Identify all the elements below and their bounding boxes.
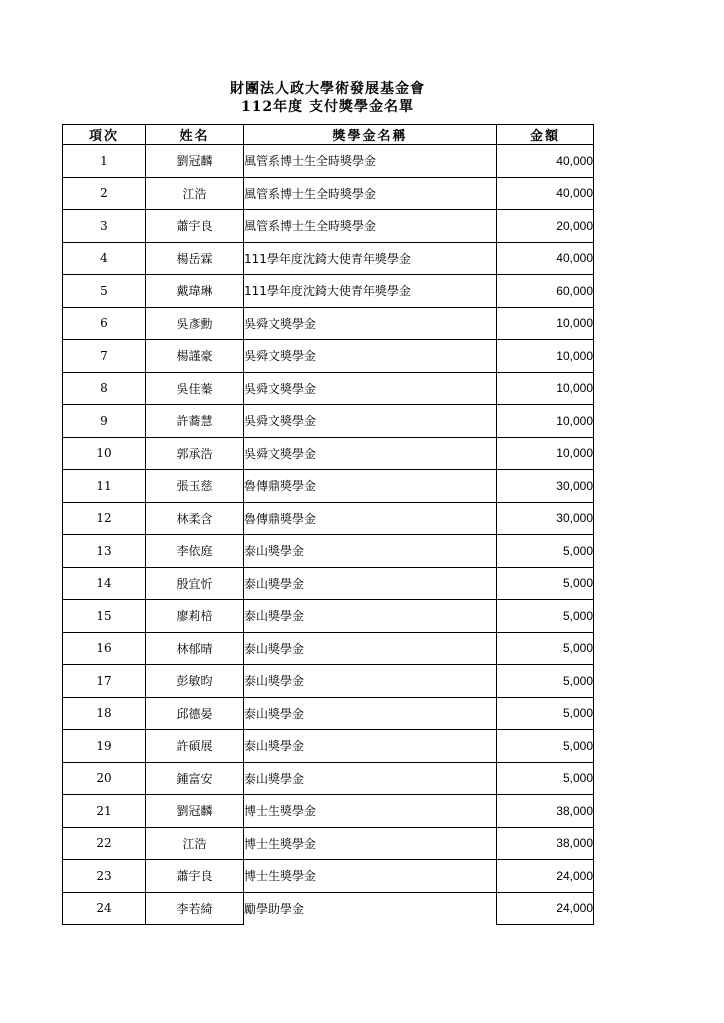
scholarship-amount: 5,000	[497, 600, 594, 633]
recipient-name: 劉冠麟	[146, 145, 244, 178]
scholarship-amount: 5,000	[497, 665, 594, 698]
table-row	[63, 860, 594, 893]
row-number: 8	[63, 372, 146, 405]
scholarship-name: 吳舜文獎學金	[244, 437, 497, 470]
table-row	[63, 177, 594, 210]
scholarship-amount: 30,000	[497, 470, 594, 503]
recipient-name: 楊謹豪	[146, 340, 244, 373]
recipient-name: 楊岳霖	[146, 242, 244, 275]
row-number: 20	[63, 762, 146, 795]
recipient-name: 吳彥勳	[146, 307, 244, 340]
table-row	[63, 892, 594, 925]
table-row	[63, 470, 594, 503]
recipient-name: 郭承浩	[146, 437, 244, 470]
recipient-name: 蕭宇良	[146, 210, 244, 243]
table-row	[63, 730, 594, 763]
scholarship-name: 魯傳鼎獎學金	[244, 470, 497, 503]
row-number: 5	[63, 275, 146, 308]
scholarship-amount: 5,000	[497, 535, 594, 568]
table-row	[63, 275, 594, 308]
scholarship-name: 吳舜文獎學金	[244, 340, 497, 373]
scholarship-name: 勵學助學金	[244, 892, 497, 925]
scholarship-amount: 38,000	[497, 827, 594, 860]
table-row	[63, 210, 594, 243]
scholarship-amount: 10,000	[497, 437, 594, 470]
recipient-name: 廖莉棓	[146, 600, 244, 633]
scholarship-table	[62, 124, 594, 925]
row-number: 4	[63, 242, 146, 275]
scholarship-amount: 5,000	[497, 697, 594, 730]
recipient-name: 鍾富安	[146, 762, 244, 795]
table-row	[63, 632, 594, 665]
row-number: 24	[63, 892, 146, 925]
recipient-name: 殷宜忻	[146, 567, 244, 600]
scholarship-name: 吳舜文獎學金	[244, 307, 497, 340]
table-row	[63, 665, 594, 698]
scholarship-amount: 5,000	[497, 567, 594, 600]
scholarship-name: 博士生獎學金	[244, 795, 497, 828]
scholarship-amount: 60,000	[497, 275, 594, 308]
scholarship-amount: 10,000	[497, 307, 594, 340]
row-number: 18	[63, 697, 146, 730]
row-number: 13	[63, 535, 146, 568]
table-row	[63, 502, 594, 535]
scholarship-name: 泰山獎學金	[244, 762, 497, 795]
scholarship-name: 泰山獎學金	[244, 567, 497, 600]
row-number: 2	[63, 177, 146, 210]
row-number: 1	[63, 145, 146, 178]
scholarship-name: 泰山獎學金	[244, 600, 497, 633]
scholarship-name: 吳舜文獎學金	[244, 405, 497, 438]
scholarship-amount: 40,000	[497, 177, 594, 210]
table-row	[63, 437, 594, 470]
row-number: 11	[63, 470, 146, 503]
document-subtitle: 112年度 支付獎學金名單	[240, 99, 415, 115]
header-award: 獎學金名稱	[244, 125, 497, 145]
scholarship-name: 吳舜文獎學金	[244, 372, 497, 405]
scholarship-name: 泰山獎學金	[244, 697, 497, 730]
table-row	[63, 242, 594, 275]
row-number: 6	[63, 307, 146, 340]
recipient-name: 劉冠麟	[146, 795, 244, 828]
scholarship-name: 風管系博士生全時獎學金	[244, 145, 497, 178]
document-title: 財團法人政大學術發展基金會	[230, 81, 425, 97]
row-number: 17	[63, 665, 146, 698]
row-number: 9	[63, 405, 146, 438]
table-row	[63, 762, 594, 795]
table-row	[63, 795, 594, 828]
table-row	[63, 372, 594, 405]
scholarship-amount: 10,000	[497, 405, 594, 438]
scholarship-name: 泰山獎學金	[244, 665, 497, 698]
recipient-name: 李若綺	[146, 892, 244, 925]
header-name: 姓名	[146, 125, 244, 145]
recipient-name: 彭敏昀	[146, 665, 244, 698]
recipient-name: 李依庭	[146, 535, 244, 568]
table-row	[63, 405, 594, 438]
row-number: 15	[63, 600, 146, 633]
scholarship-amount: 10,000	[497, 340, 594, 373]
scholarship-name: 泰山獎學金	[244, 535, 497, 568]
scholarship-name: 111學年度沈錡大使青年獎學金	[244, 242, 497, 275]
table-row	[63, 697, 594, 730]
table-row	[63, 567, 594, 600]
scholarship-name: 泰山獎學金	[244, 730, 497, 763]
recipient-name: 邱德晏	[146, 697, 244, 730]
table-row	[63, 535, 594, 568]
recipient-name: 林郁晴	[146, 632, 244, 665]
scholarship-amount: 24,000	[497, 892, 594, 925]
header-no: 項次	[63, 125, 146, 145]
table-body	[63, 145, 594, 925]
row-number: 22	[63, 827, 146, 860]
row-number: 7	[63, 340, 146, 373]
scholarship-name: 風管系博士生全時獎學金	[244, 210, 497, 243]
scholarship-amount: 24,000	[497, 860, 594, 893]
table-row	[63, 827, 594, 860]
scholarship-amount: 5,000	[497, 730, 594, 763]
row-number: 21	[63, 795, 146, 828]
row-number: 23	[63, 860, 146, 893]
recipient-name: 林柔含	[146, 502, 244, 535]
scholarship-name: 博士生獎學金	[244, 860, 497, 893]
row-number: 19	[63, 730, 146, 763]
scholarship-amount: 40,000	[497, 145, 594, 178]
scholarship-amount: 5,000	[497, 632, 594, 665]
scholarship-amount: 5,000	[497, 762, 594, 795]
table-row	[63, 600, 594, 633]
row-number: 12	[63, 502, 146, 535]
scholarship-name: 111學年度沈錡大使青年獎學金	[244, 275, 497, 308]
header-amount: 金額	[497, 125, 594, 145]
recipient-name: 江浩	[146, 177, 244, 210]
scholarship-amount: 30,000	[497, 502, 594, 535]
table-row	[63, 307, 594, 340]
recipient-name: 張玉慈	[146, 470, 244, 503]
scholarship-amount: 38,000	[497, 795, 594, 828]
scholarship-amount: 40,000	[497, 242, 594, 275]
scholarship-amount: 10,000	[497, 372, 594, 405]
recipient-name: 許碩展	[146, 730, 244, 763]
table-row	[63, 145, 594, 178]
row-number: 10	[63, 437, 146, 470]
row-number: 14	[63, 567, 146, 600]
scholarship-name: 風管系博士生全時獎學金	[244, 177, 497, 210]
recipient-name: 吳佳蓁	[146, 372, 244, 405]
recipient-name: 許蕎慧	[146, 405, 244, 438]
recipient-name: 戴瑋琳	[146, 275, 244, 308]
scholarship-name: 泰山獎學金	[244, 632, 497, 665]
recipient-name: 蕭宇良	[146, 860, 244, 893]
scholarship-name: 博士生獎學金	[244, 827, 497, 860]
table-header-row	[63, 125, 594, 145]
scholarship-name: 魯傳鼎獎學金	[244, 502, 497, 535]
table-row	[63, 340, 594, 373]
scholarship-amount: 20,000	[497, 210, 594, 243]
row-number: 3	[63, 210, 146, 243]
recipient-name: 江浩	[146, 827, 244, 860]
row-number: 16	[63, 632, 146, 665]
